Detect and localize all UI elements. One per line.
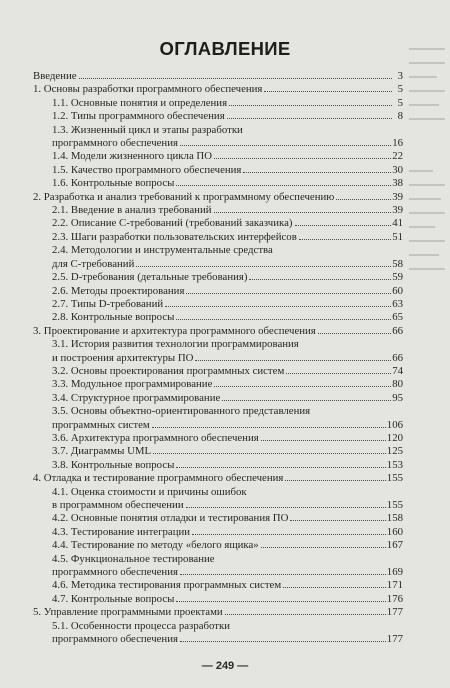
toc-entry-text: 2.7. Типы D-требований — [52, 297, 164, 310]
toc-page-number: 38 — [392, 177, 403, 190]
dot-leader — [264, 91, 392, 92]
toc-entry-text: 4.6. Методика тестирования программных систем — [52, 579, 282, 592]
toc-entry-line — [52, 352, 403, 365]
toc-entry-line — [52, 579, 403, 592]
dot-leader — [214, 386, 391, 387]
toc-entry-text: 4.4. Тестирование по методу «белого ящика» — [52, 539, 259, 552]
toc-section — [33, 325, 403, 338]
toc-section — [33, 70, 403, 83]
toc-entry-line — [52, 378, 403, 391]
toc-entry-text: 4.1. Оценка стоимости и причины ошибок — [52, 485, 247, 498]
toc-page-number: 5 — [397, 96, 403, 109]
toc-subsection — [52, 217, 403, 230]
dot-leader — [286, 373, 391, 374]
toc-entry-line — [52, 512, 403, 525]
toc-entry-text: 1. Основы разработки программного обеспечения — [33, 83, 263, 96]
dot-leader — [295, 225, 392, 226]
toc-subsection — [52, 553, 403, 580]
toc-entry-line — [52, 298, 403, 311]
toc-page-number: 167 — [386, 539, 403, 552]
toc-page-number: 95 — [392, 391, 403, 404]
dot-leader — [283, 587, 386, 588]
toc-entry-text: 3.2. Основы проектирования программных систем — [52, 364, 285, 377]
toc-page-number: 51 — [392, 230, 403, 243]
toc-subsection — [52, 579, 403, 592]
dot-leader — [229, 105, 392, 106]
toc-page-number: 66 — [392, 351, 403, 364]
toc-entry-line — [33, 191, 403, 204]
toc-page-number: 158 — [386, 512, 403, 525]
toc-entry-text: 1.6. Контрольные вопросы — [52, 177, 175, 190]
toc-entry-line — [52, 164, 403, 177]
toc-section — [33, 472, 403, 485]
toc-page-number: 22 — [392, 150, 403, 163]
toc-entry-text: и построения архитектуры ПО — [52, 351, 194, 364]
toc-entry-text: 1.2. Типы программного обеспечения — [52, 110, 225, 123]
toc-entry-text: 3. Проектирование и архитектура программного обеспечения — [33, 324, 316, 337]
toc-entry-text: программного обеспечения — [52, 633, 178, 646]
toc-subsection — [52, 378, 403, 391]
toc-subsection — [52, 459, 403, 472]
toc-entry-text: 4.7. Контрольные вопросы — [52, 592, 175, 605]
dot-leader — [153, 453, 386, 454]
toc-subsection — [52, 620, 403, 647]
toc-subsection — [52, 298, 403, 311]
toc-entry-text: 2.1. Введение в анализ требований — [52, 204, 212, 217]
page-title: ОГЛАВЛЕНИЕ — [159, 38, 291, 59]
dot-leader — [176, 319, 391, 320]
toc-entry-text: для С-требований — [52, 257, 135, 270]
dot-leader — [136, 266, 391, 267]
toc-entry-text: программного обеспечения — [52, 137, 178, 150]
toc-entry-line — [33, 325, 403, 338]
toc-entry-line — [52, 526, 403, 539]
toc-page-number: 177 — [386, 633, 403, 646]
toc-entry-line — [52, 392, 403, 405]
toc-entry-text: 4. Отладка и тестирование программного обеспечения — [33, 472, 284, 485]
toc-subsection — [52, 539, 403, 552]
toc-entry-text: программного обеспечения — [52, 566, 178, 579]
toc-page-number: 39 — [392, 190, 403, 203]
toc-page-number: 59 — [392, 271, 403, 284]
toc-entry-line — [33, 70, 403, 83]
toc-subsection — [52, 164, 403, 177]
toc-entry-text: 3.4. Структурное программирование — [52, 391, 221, 404]
dot-leader — [195, 360, 391, 361]
toc-entry-text: 2.6. Методы проектирования — [52, 284, 185, 297]
dot-leader — [186, 507, 386, 508]
toc-page-number: 155 — [386, 472, 403, 485]
toc-page-number: 177 — [386, 606, 403, 619]
toc-page-number: 153 — [386, 458, 403, 471]
toc-entry-line — [52, 110, 403, 123]
toc-section — [33, 191, 403, 204]
toc-subsection — [52, 392, 403, 405]
toc-entry-line — [52, 231, 403, 244]
toc-subsection — [52, 271, 403, 284]
toc-entry-line — [52, 593, 403, 606]
toc-page-number: 16 — [392, 137, 403, 150]
toc-subsection — [52, 244, 403, 271]
toc-entry-text: 5.1. Особенности процесса разработки — [52, 619, 230, 632]
toc-page-number: 60 — [392, 284, 403, 297]
toc-entry-line — [33, 606, 403, 619]
toc-entry-line — [52, 365, 403, 378]
toc-subsection — [52, 311, 403, 324]
toc-page-number: 65 — [392, 311, 403, 324]
toc-entry-text: 4.5. Функциональное тестирование — [52, 552, 215, 565]
toc-entry-line — [52, 204, 403, 217]
toc-page-number: 58 — [392, 257, 403, 270]
toc-entry-text: 3.5. Основы объектно-ориентированного представления — [52, 405, 311, 418]
toc-page-number: 66 — [392, 324, 403, 337]
toc-entry-text: 1.3. Жизненный цикл и этапы разработки — [52, 123, 243, 136]
toc-page-number: 63 — [392, 297, 403, 310]
dot-leader — [214, 158, 391, 159]
toc-subsection — [52, 593, 403, 606]
toc-subsection — [52, 338, 403, 365]
toc-entry-text: 2.5. D-требования (детальные требования) — [52, 271, 248, 284]
toc-page-number: 41 — [392, 217, 403, 230]
toc-entry-line — [52, 459, 403, 472]
toc-section — [33, 606, 403, 619]
toc-entry-line — [52, 499, 403, 512]
toc-subsection — [52, 512, 403, 525]
toc-entry-line — [52, 566, 403, 579]
toc-entry-line — [52, 258, 403, 271]
toc-page-number: 39 — [392, 204, 403, 217]
table-of-contents — [33, 70, 403, 646]
toc-page-number: 8 — [397, 110, 403, 123]
toc-entry-text: в программном обеспечении — [52, 499, 184, 511]
toc-subsection — [52, 177, 403, 190]
toc-entry-text: 4.3. Тестирование интеграции — [52, 525, 191, 538]
dot-leader — [227, 118, 392, 119]
dot-leader — [285, 480, 385, 481]
toc-subsection — [52, 110, 403, 123]
toc-subsection — [52, 204, 403, 217]
toc-entry-line — [33, 472, 403, 485]
toc-entry-text: 3.7. Диаграммы UML — [52, 445, 152, 458]
toc-entry-text: 1.4. Модели жизненного цикла ПО — [52, 150, 213, 163]
toc-entry-line — [52, 419, 403, 432]
dot-leader — [165, 306, 391, 307]
dot-leader — [79, 78, 392, 79]
toc-page-number: 5 — [397, 83, 403, 96]
toc-entry-text: 4.2. Основные понятия отладки и тестирования ПО — [52, 512, 289, 525]
dot-leader — [225, 614, 386, 615]
dot-leader — [192, 534, 386, 535]
dot-leader — [180, 145, 391, 146]
toc-subsection — [52, 97, 403, 110]
dot-leader — [299, 239, 391, 240]
toc-entry-text: 3.6. Архитектура программного обеспечения — [52, 431, 259, 444]
toc-page-number: 160 — [386, 525, 403, 538]
toc-entry-line — [52, 177, 403, 190]
show-through-text — [409, 40, 449, 300]
toc-entry-line — [52, 271, 403, 284]
toc-entry-text: 2.3. Шаги разработки пользовательских интерфейсов — [52, 230, 297, 243]
dot-leader — [290, 520, 385, 521]
dot-leader — [214, 212, 392, 213]
toc-entry-text: 1.5. Качество программного обеспечения — [52, 163, 242, 176]
toc-entry-line — [33, 83, 403, 96]
toc-entry-text: 2.8. Контрольные вопросы — [52, 311, 175, 324]
toc-subsection — [52, 231, 403, 244]
toc-entry-line — [52, 217, 403, 230]
toc-entry-text: 2.2. Описание С-требований (требований заказчика) — [52, 217, 293, 230]
toc-entry-text: Введение — [33, 70, 77, 82]
toc-entry-text: 1.1. Основные понятия и определения — [52, 96, 228, 109]
dot-leader — [249, 279, 391, 280]
toc-page-number: 169 — [386, 566, 403, 579]
toc-page-number: 74 — [392, 364, 403, 377]
toc-page-number: 30 — [392, 163, 403, 176]
toc-entry-text: 3.1. История развития технологии программирования — [52, 338, 299, 351]
toc-page-number: 80 — [392, 378, 403, 391]
toc-page-number: 155 — [386, 499, 403, 511]
toc-entry-line — [52, 97, 403, 110]
toc-page-number: 176 — [386, 592, 403, 605]
toc-page-number: 106 — [386, 418, 403, 431]
dot-leader — [152, 427, 386, 428]
toc-subsection — [52, 432, 403, 445]
toc-subsection — [52, 445, 403, 458]
toc-entry-line — [52, 285, 403, 298]
toc-entry-line — [52, 137, 403, 150]
toc-subsection — [52, 124, 403, 151]
toc-page-number: 125 — [386, 445, 403, 458]
toc-entry-line — [52, 445, 403, 458]
dot-leader — [222, 400, 391, 401]
toc-page-number: 120 — [386, 431, 403, 444]
toc-entry-line — [52, 539, 403, 552]
dot-leader — [180, 641, 386, 642]
toc-subsection — [52, 365, 403, 378]
toc-entry-text: 3.8. Контрольные вопросы — [52, 458, 175, 471]
toc-entry-text: программных систем — [52, 418, 150, 431]
dot-leader — [243, 172, 391, 173]
dot-leader — [336, 199, 391, 200]
toc-entry-line — [52, 633, 403, 646]
toc-subsection — [52, 405, 403, 432]
toc-section — [33, 83, 403, 96]
dot-leader — [318, 333, 391, 334]
toc-subsection — [52, 526, 403, 539]
toc-entry-text: 5. Управление программными проектами — [33, 606, 223, 619]
toc-page-number: 3 — [397, 70, 403, 82]
toc-subsection — [52, 285, 403, 298]
dot-leader — [261, 547, 386, 548]
page-number: — 249 — — [201, 660, 249, 672]
toc-entry-text: 2. Разработка и анализ требований к программному обеспечению — [33, 190, 335, 203]
toc-subsection — [52, 150, 403, 163]
dot-leader — [176, 601, 385, 602]
toc-page-number: 171 — [386, 579, 403, 592]
dot-leader — [186, 293, 391, 294]
toc-entry-line — [52, 311, 403, 324]
dot-leader — [176, 185, 391, 186]
dot-leader — [180, 574, 386, 575]
toc-entry-line — [52, 150, 403, 163]
toc-subsection — [52, 486, 403, 513]
toc-entry-text: 2.4. Методологии и инструментальные средства — [52, 244, 273, 257]
dot-leader — [261, 440, 386, 441]
toc-entry-text: 3.3. Модульное программирование — [52, 378, 213, 391]
dot-leader — [176, 467, 385, 468]
toc-entry-line — [52, 432, 403, 445]
